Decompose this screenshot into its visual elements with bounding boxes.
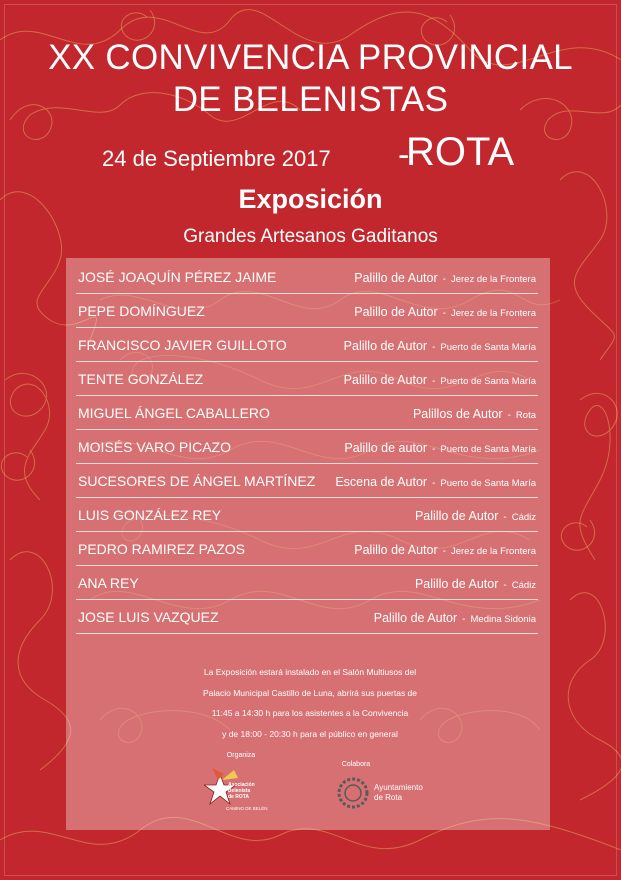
artisan-detail: [354, 541, 536, 561]
title-line-2: DE BELENISTAS: [172, 80, 449, 119]
row-underline: [76, 531, 538, 532]
exhibition-heading: Exposición: [238, 184, 383, 214]
artisan-row: [72, 434, 542, 468]
artisan-detail: [354, 269, 536, 289]
row-underline: [76, 497, 538, 498]
ayuntamiento-seal-icon: [336, 776, 370, 810]
artisan-row: [72, 332, 542, 366]
row-underline: [76, 429, 538, 430]
event-date: 24 de Septiembre 2017: [102, 146, 331, 171]
artisan-place: Cádiz: [511, 580, 536, 591]
detail-separator: -: [432, 444, 436, 455]
artisan-work: Palillos de Autor: [412, 407, 503, 421]
artisan-row: [72, 536, 542, 570]
artisan-work: Palillo de Autor: [354, 271, 438, 285]
artisan-place: Puerto de Santa María: [440, 444, 536, 455]
artisan-row: [72, 264, 542, 298]
artisan-detail: [415, 575, 536, 595]
artisan-place: Puerto de Santa María: [440, 478, 536, 489]
artisan-detail: [354, 303, 536, 323]
artisan-list: [72, 264, 542, 638]
collaborator-name: Ayuntamiento de Rota: [374, 783, 423, 802]
artisan-detail: [344, 439, 536, 459]
organiza-label: Organiza: [226, 752, 256, 759]
row-underline: [76, 633, 538, 634]
detail-separator: -: [462, 614, 466, 625]
artisan-work: Palillo de Autor: [414, 577, 499, 591]
artisan-row: [72, 570, 542, 604]
exhibition-subtitle: Grandes Artesanos Gaditanos: [183, 226, 438, 247]
artisan-work: Palillo de Autor: [414, 509, 499, 523]
info-line: 11:45 a 14:30 h para los asistentes a la Convivencia: [211, 708, 409, 718]
artisan-place: Puerto de Santa María: [440, 376, 536, 387]
exhibition-info: [150, 662, 470, 744]
artisan-detail: [344, 337, 536, 357]
detail-separator: -: [442, 546, 446, 557]
artisan-row: [72, 468, 542, 502]
artisan-place: Rota: [515, 410, 536, 421]
artisan-name: MIGUEL ÁNGEL CABALLERO: [78, 405, 270, 421]
organizer-caption: CAMINO DE BELÉN: [226, 806, 268, 811]
row-underline: [76, 565, 538, 566]
artisan-name: ANA REY: [78, 575, 139, 591]
artisan-work: Palillo de Autor: [354, 305, 438, 319]
detail-separator: -: [503, 580, 507, 591]
artisan-name: MOISÉS VARO PICAZO: [78, 439, 231, 455]
artisan-work: Palillo de Autor: [373, 611, 458, 625]
detail-separator: -: [442, 308, 446, 319]
artisan-detail: [335, 473, 536, 493]
artisan-work: Escena de Autor: [335, 475, 428, 489]
organizer-name: Asociación Belenista de ROTA: [228, 782, 255, 800]
row-underline: [76, 327, 538, 328]
artisan-detail: [415, 507, 536, 527]
artisan-row: [72, 400, 542, 434]
artisan-place: Jerez de la Frontera: [450, 546, 536, 557]
artisan-place: Puerto de Santa María: [440, 342, 536, 353]
artisan-detail: [344, 371, 536, 391]
detail-separator: -: [432, 376, 436, 387]
artisan-place: Jerez de la Frontera: [450, 308, 536, 319]
detail-separator: -: [432, 342, 436, 353]
row-underline: [76, 395, 538, 396]
row-underline: [76, 599, 538, 600]
row-underline: [76, 463, 538, 464]
info-line: y de 18:00 - 20:30 h para el público en general: [222, 728, 398, 739]
event-city: ROTA: [406, 130, 515, 174]
artisan-name: LUIS GONZÁLEZ REY: [78, 507, 222, 523]
colabora-label: Colabora: [341, 761, 371, 768]
detail-separator: -: [503, 512, 507, 523]
artisan-detail: [413, 405, 536, 425]
artisan-name: FRANCISCO JAVIER GUILLOTO: [78, 337, 287, 353]
artisan-place: Jerez de la Frontera: [450, 274, 536, 285]
artisan-work: Palillo de autor: [344, 441, 428, 455]
artisan-name: JOSE LUIS VAZQUEZ: [78, 609, 219, 625]
artisan-row: [72, 502, 542, 536]
title-line-1: XX CONVIVENCIA PROVINCIAL: [48, 38, 573, 77]
artisan-name: JOSÉ JOAQUÍN PÉREZ JAIME: [78, 269, 277, 285]
row-underline: [76, 293, 538, 294]
artisan-work: Palillo de Autor: [343, 373, 428, 387]
artisan-work: Palillo de Autor: [354, 543, 438, 557]
info-line: La Exposición estará instalado en el Salón Multiusos del: [203, 667, 417, 677]
detail-separator: -: [432, 478, 436, 489]
artisan-name: SUCESORES DE ÁNGEL MARTÍNEZ: [78, 473, 316, 489]
artisan-name: TENTE GONZÁLEZ: [78, 371, 204, 387]
artisan-row: [72, 366, 542, 400]
artisan-work: Palillo de Autor: [343, 339, 428, 353]
artisan-detail: [374, 609, 536, 629]
detail-separator: -: [507, 410, 511, 421]
artisan-place: Medina Sidonia: [470, 614, 536, 625]
info-line: Palacio Municipal Castillo de Luna, abrirá sus puertas de: [202, 687, 418, 698]
date-separator: -: [398, 136, 410, 174]
row-underline: [76, 361, 538, 362]
artisan-row: [72, 298, 542, 332]
detail-separator: -: [442, 274, 446, 285]
artisan-row: [72, 604, 542, 638]
artisan-place: Cádiz: [511, 512, 536, 523]
artisan-name: PEPE DOMÍNGUEZ: [78, 303, 205, 319]
artisan-name: PEDRO RAMIREZ PAZOS: [78, 541, 245, 557]
